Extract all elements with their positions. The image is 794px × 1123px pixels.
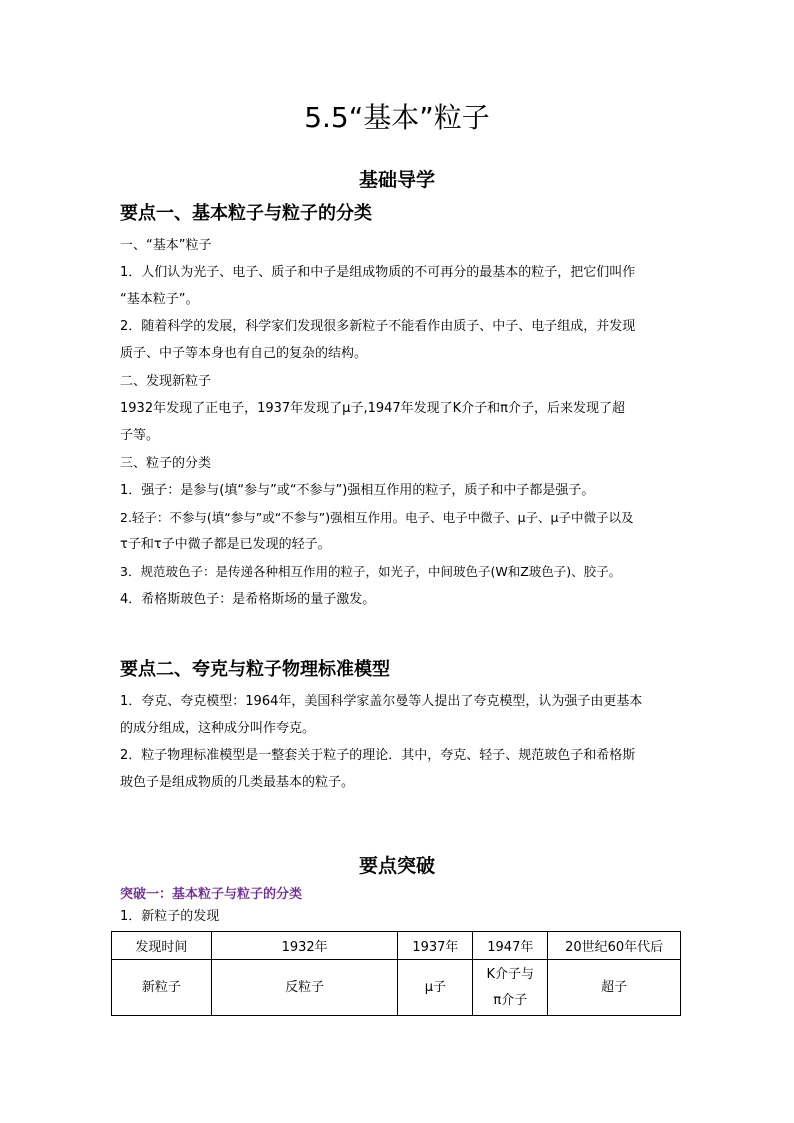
point1-line: 3．规范玻色子：是传递各种相互作用的粒子，如光子，中间玻色子(W和Z玻色子)、胶子。 — [120, 564, 622, 579]
point1-line: 4．希格斯玻色子：是希格斯场的量子激发。 — [120, 592, 376, 607]
point1-line: 1．人们认为光子、电子、质子和中子是组成物质的不可再分的最基本的粒子，把它们叫作 — [120, 265, 636, 280]
page-title: 5.5“基本”粒子 — [304, 101, 490, 134]
point1-line: 2.轻子：不参与(填“参与”或“不参与”)强相互作用。电子、电子中微子、μ子、μ子中微子以及 — [120, 510, 634, 525]
point1-line: 子等。 — [120, 428, 160, 443]
table-cell: 新粒子 — [112, 960, 212, 1016]
table-cell: 反粒子 — [211, 960, 398, 1016]
table-cell: 20世纪60年代后 — [548, 932, 681, 960]
section-heading-basic-guide: 基础导学 — [358, 169, 435, 191]
table-cell: 1932年 — [211, 932, 398, 960]
point1-line: τ子和τ子中微子都是已发现的轻子。 — [120, 537, 331, 552]
item1-label: 1．新粒子的发现 — [120, 909, 220, 924]
point1-line: 1．强子：是参与(填“参与”或“不参与”)强相互作用的粒子，质子和中子都是强子。 — [120, 483, 595, 498]
table-cell: μ子 — [398, 960, 473, 1016]
table-row — [112, 960, 681, 1016]
point1-line: 二、发现新粒子 — [120, 374, 212, 389]
table-cell-line: K介子与 — [486, 966, 535, 982]
breakthrough1-heading: 突破一：基本粒子与粒子的分类 — [120, 887, 303, 902]
point2-line: 玻色子是组成物质的几类最基本的粒子。 — [120, 775, 355, 790]
table-cell: 发现时间 — [112, 932, 212, 960]
point1-line: 1932年发现了正电子，1937年发现了μ子,1947年发现了K介子和π介子，后来发现了超 — [120, 401, 626, 416]
table-cell-line: π介子 — [493, 992, 528, 1008]
point1-line: 三、粒子的分类 — [120, 456, 212, 471]
table-cell: 1947年 — [473, 932, 548, 960]
table-cell: 超子 — [548, 960, 681, 1016]
point2-line: 2．粒子物理标准模型是一整套关于粒子的理论．其中，夸克、轻子、规范玻色子和希格斯 — [120, 748, 636, 763]
point1-heading: 要点一、基本粒子与粒子的分类 — [120, 203, 372, 224]
point1-line: 一、“基本”粒子 — [120, 238, 212, 253]
section-heading-key-breakthrough: 要点突破 — [358, 855, 435, 877]
point1-line: “基本粒子”。 — [120, 292, 199, 307]
point2-heading: 要点二、夸克与粒子物理标准模型 — [120, 659, 390, 680]
point1-line: 2．随着科学的发展，科学家们发现很多新粒子不能看作由质子、中子、电子组成，并发现 — [120, 319, 636, 334]
point2-line: 的成分组成，这种成分叫作夸克。 — [120, 721, 316, 736]
table-row — [112, 932, 681, 960]
point2-line: 1．夸克、夸克模型：1964年，美国科学家盖尔曼等人提出了夸克模型，认为强子由更基本 — [120, 694, 643, 709]
point1-line: 质子、中子等本身也有自己的复杂的结构。 — [120, 346, 368, 361]
particle-discovery-table — [111, 931, 681, 1016]
table-cell — [473, 960, 548, 1016]
table-cell: 1937年 — [398, 932, 473, 960]
